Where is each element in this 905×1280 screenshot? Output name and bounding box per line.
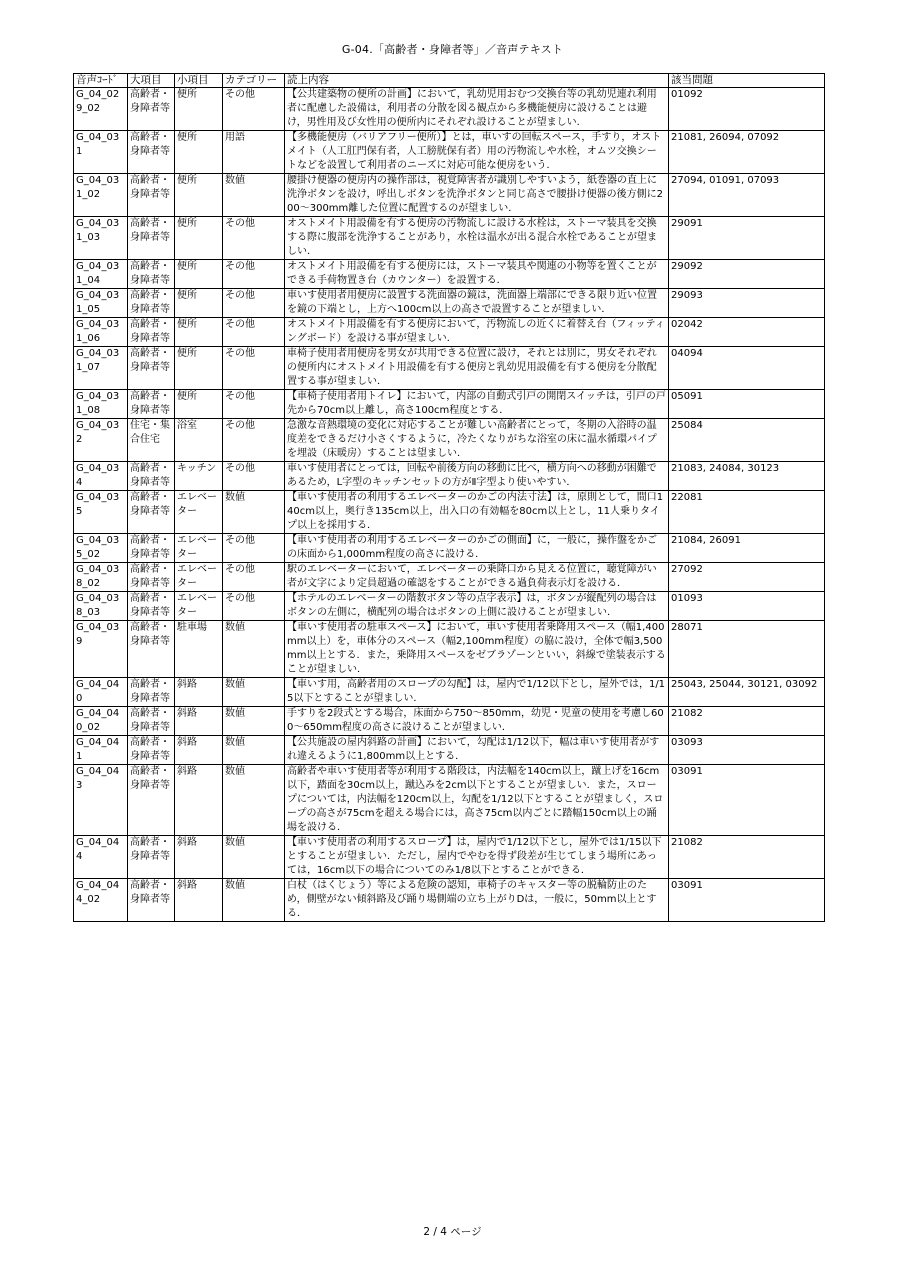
cell-minor: 駐車場 [175, 621, 223, 678]
cell-minor: 便所 [175, 88, 223, 131]
cell-code: G_04_035 [74, 491, 128, 534]
table-row [74, 736, 825, 765]
cell-text: 車いす使用者用便房に設置する洗面器の鏡は，洗面器上端部にできる限り近い位置を鏡の下端とし，上方へ100cm以上の高さで設置することが望ましい． [285, 289, 669, 318]
cell-category: 数値 [223, 678, 285, 707]
cell-major: 住宅・集合住宅 [128, 419, 175, 462]
cell-category: 数値 [223, 736, 285, 765]
cell-code: G_04_029_02 [74, 88, 128, 131]
cell-text: 【車いす使用者の利用するエレベーターのかごの内法寸法】は，原則として，間口140cm以上，奥行き135cm以上，出入口の有効幅を80cm以上とし，11人乗りタイプ以上を採用する． [285, 491, 669, 534]
cell-major: 高齢者・身障者等 [128, 534, 175, 563]
cell-minor: 斜路 [175, 736, 223, 765]
cell-code: G_04_044_02 [74, 879, 128, 922]
cell-questions: 04094 [669, 347, 825, 390]
cell-major: 高齢者・身障者等 [128, 563, 175, 592]
cell-major: 高齢者・身障者等 [128, 131, 175, 174]
cell-questions: 03091 [669, 879, 825, 922]
column-header-category: カテゴリー [223, 74, 285, 88]
table-header-row [74, 74, 825, 88]
cell-code: G_04_031_03 [74, 217, 128, 260]
cell-major: 高齢者・身障者等 [128, 347, 175, 390]
audio-text-table [73, 73, 825, 922]
table-row [74, 592, 825, 621]
cell-questions: 02042 [669, 318, 825, 347]
cell-major: 高齢者・身障者等 [128, 879, 175, 922]
table-row [74, 836, 825, 879]
cell-major: 高齢者・身障者等 [128, 621, 175, 678]
cell-minor: エレベーター [175, 563, 223, 592]
table-row [74, 879, 825, 922]
cell-major: 高齢者・身障者等 [128, 174, 175, 217]
cell-major: 高齢者・身障者等 [128, 390, 175, 419]
cell-text: 【車いす用，高齢者用のスロープの勾配】は，屋内で1/12以下とし，屋外では，1/15以下とすることが望ましい． [285, 678, 669, 707]
cell-minor: エレベーター [175, 592, 223, 621]
cell-text: 急激な音熱環境の変化に対応することが難しい高齢者にとって，冬期の入浴時の温度差をできるだけ小さくするように，冷たくなりがちな浴室の床に温水循環パイプを埋設（床暖房）することは望ましい． [285, 419, 669, 462]
cell-minor: 便所 [175, 390, 223, 419]
cell-text: 【車いす使用者の利用するスロープ】は，屋内で1/12以下とし，屋外では1/15以下とすることが望ましい．ただし，屋内でやむを得ず段差が生じてしまう場所にあっては，16cm以下の場合についてのみ1/8以下とすることができる． [285, 836, 669, 879]
cell-questions: 27094, 01091, 07093 [669, 174, 825, 217]
cell-questions: 29093 [669, 289, 825, 318]
column-header-minor: 小項目 [175, 74, 223, 88]
cell-major: 高齢者・身障者等 [128, 765, 175, 836]
cell-code: G_04_031_02 [74, 174, 128, 217]
table-row [74, 289, 825, 318]
cell-code: G_04_038_02 [74, 563, 128, 592]
cell-major: 高齢者・身障者等 [128, 289, 175, 318]
cell-questions: 25043, 25044, 30121, 03092 [669, 678, 825, 707]
cell-category: 数値 [223, 491, 285, 534]
cell-text: 【ホテルのエレベーターの階数ボタン等の点字表示】は，ボタンが縦配列の場合はボタンの左側に，横配列の場合はボタンの上側に設けることが望ましい． [285, 592, 669, 621]
table-row [74, 88, 825, 131]
cell-questions: 01092 [669, 88, 825, 131]
cell-questions: 28071 [669, 621, 825, 678]
cell-text: 【多機能便房（バリアフリー便所）】とは，車いすの回転スペース，手すり，オストメイト（人工肛門保有者，人工膀胱保有者）用の汚物流しや水栓，オムツ交換シートなどを設置して利用者のニーズに対応可能な便房をいう． [285, 131, 669, 174]
column-header-code: 音声ｺｰﾄﾞ [74, 74, 128, 88]
table-row [74, 419, 825, 462]
cell-major: 高齢者・身障者等 [128, 592, 175, 621]
cell-code: G_04_031_05 [74, 289, 128, 318]
cell-questions: 29092 [669, 260, 825, 289]
cell-code: G_04_031_04 [74, 260, 128, 289]
table-row [74, 621, 825, 678]
cell-major: 高齢者・身障者等 [128, 318, 175, 347]
cell-questions: 03091 [669, 765, 825, 836]
cell-code: G_04_035_02 [74, 534, 128, 563]
cell-category: その他 [223, 217, 285, 260]
table-row [74, 678, 825, 707]
cell-questions: 25084 [669, 419, 825, 462]
page-number: 2 / 4 ページ [423, 1226, 482, 1238]
page-title: G-04.「高齢者・身障者等」／音声テキスト [341, 43, 564, 56]
column-header-text: 読上内容 [285, 74, 669, 88]
column-header-major: 大項目 [128, 74, 175, 88]
cell-category: 数値 [223, 836, 285, 879]
cell-text: 白杖（はくじょう）等による危険の認知，車椅子のキャスター等の脱輪防止のため，側壁がない傾斜路及び踊り場側端の立ち上がりDは，一般に，50mm以上とする． [285, 879, 669, 922]
cell-questions: 01093 [669, 592, 825, 621]
cell-minor: 便所 [175, 217, 223, 260]
cell-text: 車椅子使用者用便房を男女が共用できる位置に設け，それとは別に，男女それぞれの便所内にオストメイト用設備を有する便房と乳幼児用設備を有する便房を分散配置する事が望ましい． [285, 347, 669, 390]
cell-text: 手すりを2段式とする場合，床面から750～850mm，幼児・児童の使用を考慮し600～650mm程度の高さに設けることが望ましい． [285, 707, 669, 736]
cell-questions: 21082 [669, 836, 825, 879]
cell-questions: 05091 [669, 390, 825, 419]
cell-minor: 浴室 [175, 419, 223, 462]
cell-text: 高齢者や車いす使用者等が利用する階段は，内法幅を140cm以上，蹴上げを16cm以下，踏面を30cm以上，蹴込みを2cm以下とすることが望ましい．また，スロープについては，内法幅を120cm以上，勾配を1/12以下とすることが望ましく，スロープの高さが75cmを超える場合には，高さ75cm以内ごとに踏幅150cm以上の踊場を設ける． [285, 765, 669, 836]
cell-text: 腰掛け便器の便房内の操作部は，視覚障害者が識別しやすいよう，紙巻器の直上に洗浄ボタンを設け，呼出しボタンを洗浄ボタンと同じ高さで腰掛け便器の後方側に200～300mm離した位置に配置するのが望ましい． [285, 174, 669, 217]
table-row [74, 318, 825, 347]
cell-text: オストメイト用設備を有する便房には，ストーマ装具や関連の小物等を置くことができる手荷物置き台（カウンター）を設置する． [285, 260, 669, 289]
cell-major: 高齢者・身障者等 [128, 678, 175, 707]
cell-category: 数値 [223, 174, 285, 217]
cell-category: 数値 [223, 765, 285, 836]
table-row [74, 765, 825, 836]
cell-minor: 便所 [175, 289, 223, 318]
cell-text: 車いす使用者にとっては，回転や前後方向の移動に比べ，横方向への移動が困難であるため，L字型のキッチンセットの方がⅡ字型より使いやすい． [285, 462, 669, 491]
cell-major: 高齢者・身障者等 [128, 88, 175, 131]
cell-category: その他 [223, 419, 285, 462]
cell-text: 【車いす使用者の駐車スペース】において，車いす使用者乗降用スペース（幅1,400mm以上）を，車体分のスペース（幅2,100mm程度）の脇に設け，全体で幅3,500mm以上とする．また，乗降用スペースをゼブラゾーンといい，斜線で塗装表示することが望ましい． [285, 621, 669, 678]
cell-category: その他 [223, 88, 285, 131]
cell-minor: 便所 [175, 347, 223, 390]
table-row [74, 462, 825, 491]
cell-minor: エレベーター [175, 491, 223, 534]
cell-code: G_04_043 [74, 765, 128, 836]
table-row [74, 131, 825, 174]
cell-questions: 27092 [669, 563, 825, 592]
column-header-questions: 該当問題 [669, 74, 825, 88]
cell-code: G_04_031_08 [74, 390, 128, 419]
cell-questions: 21082 [669, 707, 825, 736]
cell-questions: 21084, 26091 [669, 534, 825, 563]
cell-questions: 03093 [669, 736, 825, 765]
cell-questions: 29091 [669, 217, 825, 260]
cell-category: 用語 [223, 131, 285, 174]
cell-code: G_04_041 [74, 736, 128, 765]
cell-minor: 斜路 [175, 678, 223, 707]
cell-minor: 便所 [175, 318, 223, 347]
cell-minor: エレベーター [175, 534, 223, 563]
cell-category: その他 [223, 318, 285, 347]
cell-category: 数値 [223, 707, 285, 736]
table-body [74, 88, 825, 922]
cell-major: 高齢者・身障者等 [128, 707, 175, 736]
table-row [74, 534, 825, 563]
cell-category: その他 [223, 260, 285, 289]
cell-minor: 便所 [175, 174, 223, 217]
cell-minor: 便所 [175, 260, 223, 289]
cell-code: G_04_032 [74, 419, 128, 462]
cell-text: 【車椅子使用者用トイレ】において，内部の自動式引戸の開閉スイッチは，引戸の戸先から70cm以上離し，高さ100cm程度とする． [285, 390, 669, 419]
cell-questions: 21083, 24084, 30123 [669, 462, 825, 491]
cell-code: G_04_039 [74, 621, 128, 678]
cell-minor: 便所 [175, 131, 223, 174]
table-row [74, 217, 825, 260]
cell-major: 高齢者・身障者等 [128, 260, 175, 289]
cell-major: 高齢者・身障者等 [128, 462, 175, 491]
cell-major: 高齢者・身障者等 [128, 217, 175, 260]
cell-code: G_04_040_02 [74, 707, 128, 736]
table-row [74, 563, 825, 592]
cell-text: 【車いす使用者の利用するエレベーターのかごの側面】に，一般に，操作盤をかごの床面から1,000mm程度の高さに設ける． [285, 534, 669, 563]
table-row [74, 174, 825, 217]
cell-category: 数値 [223, 621, 285, 678]
cell-minor: 斜路 [175, 765, 223, 836]
cell-text: 駅のエレベーターにおいて，エレベーターの乗降口から見える位置に，聴覚障がい者が文字により定員超過の確認をすることができる過負荷表示灯を設ける． [285, 563, 669, 592]
cell-major: 高齢者・身障者等 [128, 491, 175, 534]
cell-category: その他 [223, 462, 285, 491]
cell-code: G_04_038_03 [74, 592, 128, 621]
cell-code: G_04_031_07 [74, 347, 128, 390]
cell-questions: 21081, 26094, 07092 [669, 131, 825, 174]
cell-category: その他 [223, 289, 285, 318]
cell-minor: 斜路 [175, 836, 223, 879]
cell-category: その他 [223, 347, 285, 390]
cell-major: 高齢者・身障者等 [128, 736, 175, 765]
table-row [74, 707, 825, 736]
cell-code: G_04_031_06 [74, 318, 128, 347]
cell-minor: 斜路 [175, 707, 223, 736]
table-row [74, 347, 825, 390]
table-row [74, 390, 825, 419]
cell-code: G_04_044 [74, 836, 128, 879]
table-row [74, 491, 825, 534]
cell-category: 数値 [223, 879, 285, 922]
cell-category: その他 [223, 534, 285, 563]
cell-major: 高齢者・身障者等 [128, 836, 175, 879]
cell-minor: 斜路 [175, 879, 223, 922]
cell-text: オストメイト用設備を有する便房の汚物流しに設ける水栓は，ストーマ装具を交換する際に腹部を洗浄することがあり，水栓は温水が出る混合水栓であることが望ましい． [285, 217, 669, 260]
cell-text: 【公共施設の屋内斜路の計画】において，勾配は1/12以下，幅は車いす使用者がすれ違えるように1,800mm以上とする． [285, 736, 669, 765]
cell-code: G_04_034 [74, 462, 128, 491]
cell-category: その他 [223, 390, 285, 419]
cell-questions: 22081 [669, 491, 825, 534]
cell-code: G_04_031 [74, 131, 128, 174]
table-row [74, 260, 825, 289]
cell-text: 【公共建築物の便所の計画】において，乳幼児用おむつ交換台等の乳幼児連れ利用者に配慮した設備は，利用者の分散を図る観点から多機能便房に設けることは避け，男性用及び女性用の便所内にそれぞれ設けることが望ましい． [285, 88, 669, 131]
cell-category: その他 [223, 592, 285, 621]
cell-text: オストメイト用設備を有する便房において，汚物流しの近くに着替え台（フィッティングボード）を設ける事が望ましい． [285, 318, 669, 347]
cell-minor: キッチン [175, 462, 223, 491]
cell-category: その他 [223, 563, 285, 592]
cell-code: G_04_040 [74, 678, 128, 707]
